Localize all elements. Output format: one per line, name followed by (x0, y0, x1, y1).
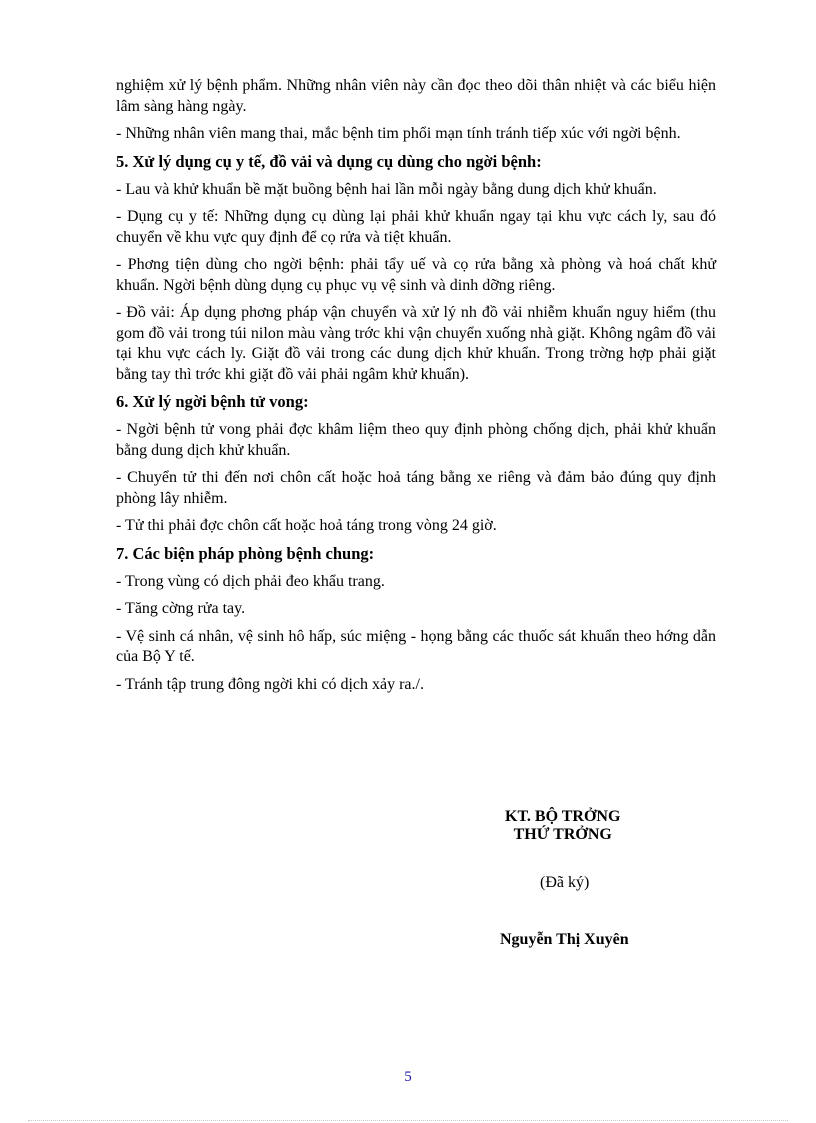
body-paragraph: - Chuyển tử thi đến nơi chôn cất hoặc hoả táng bằng xe riêng và đảm bảo đúng quy định phòng lây nhiễm. (116, 469, 716, 507)
signature-title-line1: KT. BỘ TRỞNG (505, 808, 621, 825)
body-paragraph: - Tử thi phải đợc chôn cất hoặc hoả táng trong vòng 24 giờ. (116, 517, 497, 534)
body-paragraph: - Trong vùng có dịch phải đeo khẩu trang. (116, 572, 385, 590)
section-heading-7: 7. Các biện pháp phòng bệnh chung: (116, 543, 375, 563)
footer-divider (28, 1120, 788, 1121)
body-paragraph: nghiệm xử lý bệnh phẩm. Những nhân viên này cần đọc theo dõi thân nhiệt và các biểu hiện lâm sàng hàng ngày. (116, 77, 716, 115)
body-paragraph: - Tăng cờng rửa tay. (116, 600, 246, 617)
body-paragraph: - Những nhân viên mang thai, mắc bệnh tim phổi mạn tính tránh tiếp xúc với ngời bệnh. (116, 125, 681, 142)
body-paragraph: - Dụng cụ y tế: Những dụng cụ dùng lại phải khử khuẩn ngay tại khu vực cách ly, sau đó chuyển về khu vực quy định để cọ rửa và tiệt khuẩn. (116, 208, 716, 246)
signatory-name: Nguyễn Thị Xuyên (500, 931, 629, 948)
section-heading-6: 6. Xử lý ngời bệnh tử vong: (116, 392, 309, 411)
body-paragraph: - Tránh tập trung đông ngời khi có dịch xảy ra./. (116, 675, 424, 693)
signed-note: (Đã ký) (540, 874, 590, 891)
page-number: 5 (404, 1069, 412, 1085)
document-body (116, 76, 716, 702)
signature-title (505, 808, 620, 844)
section-heading-5: 5. Xử lý dụng cụ y tế, đồ vải và dụng cụ dùng cho ngời bệnh: (116, 151, 542, 171)
signature-title-line2: THỨ TRỞNG (513, 826, 612, 843)
body-paragraph: - Lau và khử khuẩn bề mặt buồng bệnh hai lần mỗi ngày bằng dung dịch khử khuẩn. (116, 180, 657, 198)
body-paragraph: - Phơng tiện dùng cho ngời bệnh: phải tẩy uế và cọ rửa bằng xà phòng và hoá chất khử khuẩn. Ngời bệnh dùng dụng cụ phục vụ vệ sinh và dinh dỡng riêng. (116, 256, 716, 294)
body-paragraph: - Đồ vải: Áp dụng phơng pháp vận chuyển và xử lý nh đồ vải nhiễm khuẩn nguy hiểm (thu gom đồ vải trong túi nilon màu vàng trớc khi vận chuyển xuống nhà giặt. Không ngâm đồ vải tại khu vực cách ly. Giặt đồ vải trong các dung dịch khử khuẩn. Trong trờng hợp phải giặt bằng tay thì trớc khi giặt đồ vải phải ngâm khử khuẩn). (116, 304, 716, 383)
body-paragraph: - Vệ sinh cá nhân, vệ sinh hô hấp, súc miệng - họng bằng các thuốc sát khuẩn theo hớng dẫn của Bộ Y tế. (116, 627, 716, 665)
body-paragraph: - Ngời bệnh tử vong phải đợc khâm liệm theo quy định phòng chống dịch, phải khử khuẩn bằng dung dịch khử khuẩn. (116, 421, 716, 459)
